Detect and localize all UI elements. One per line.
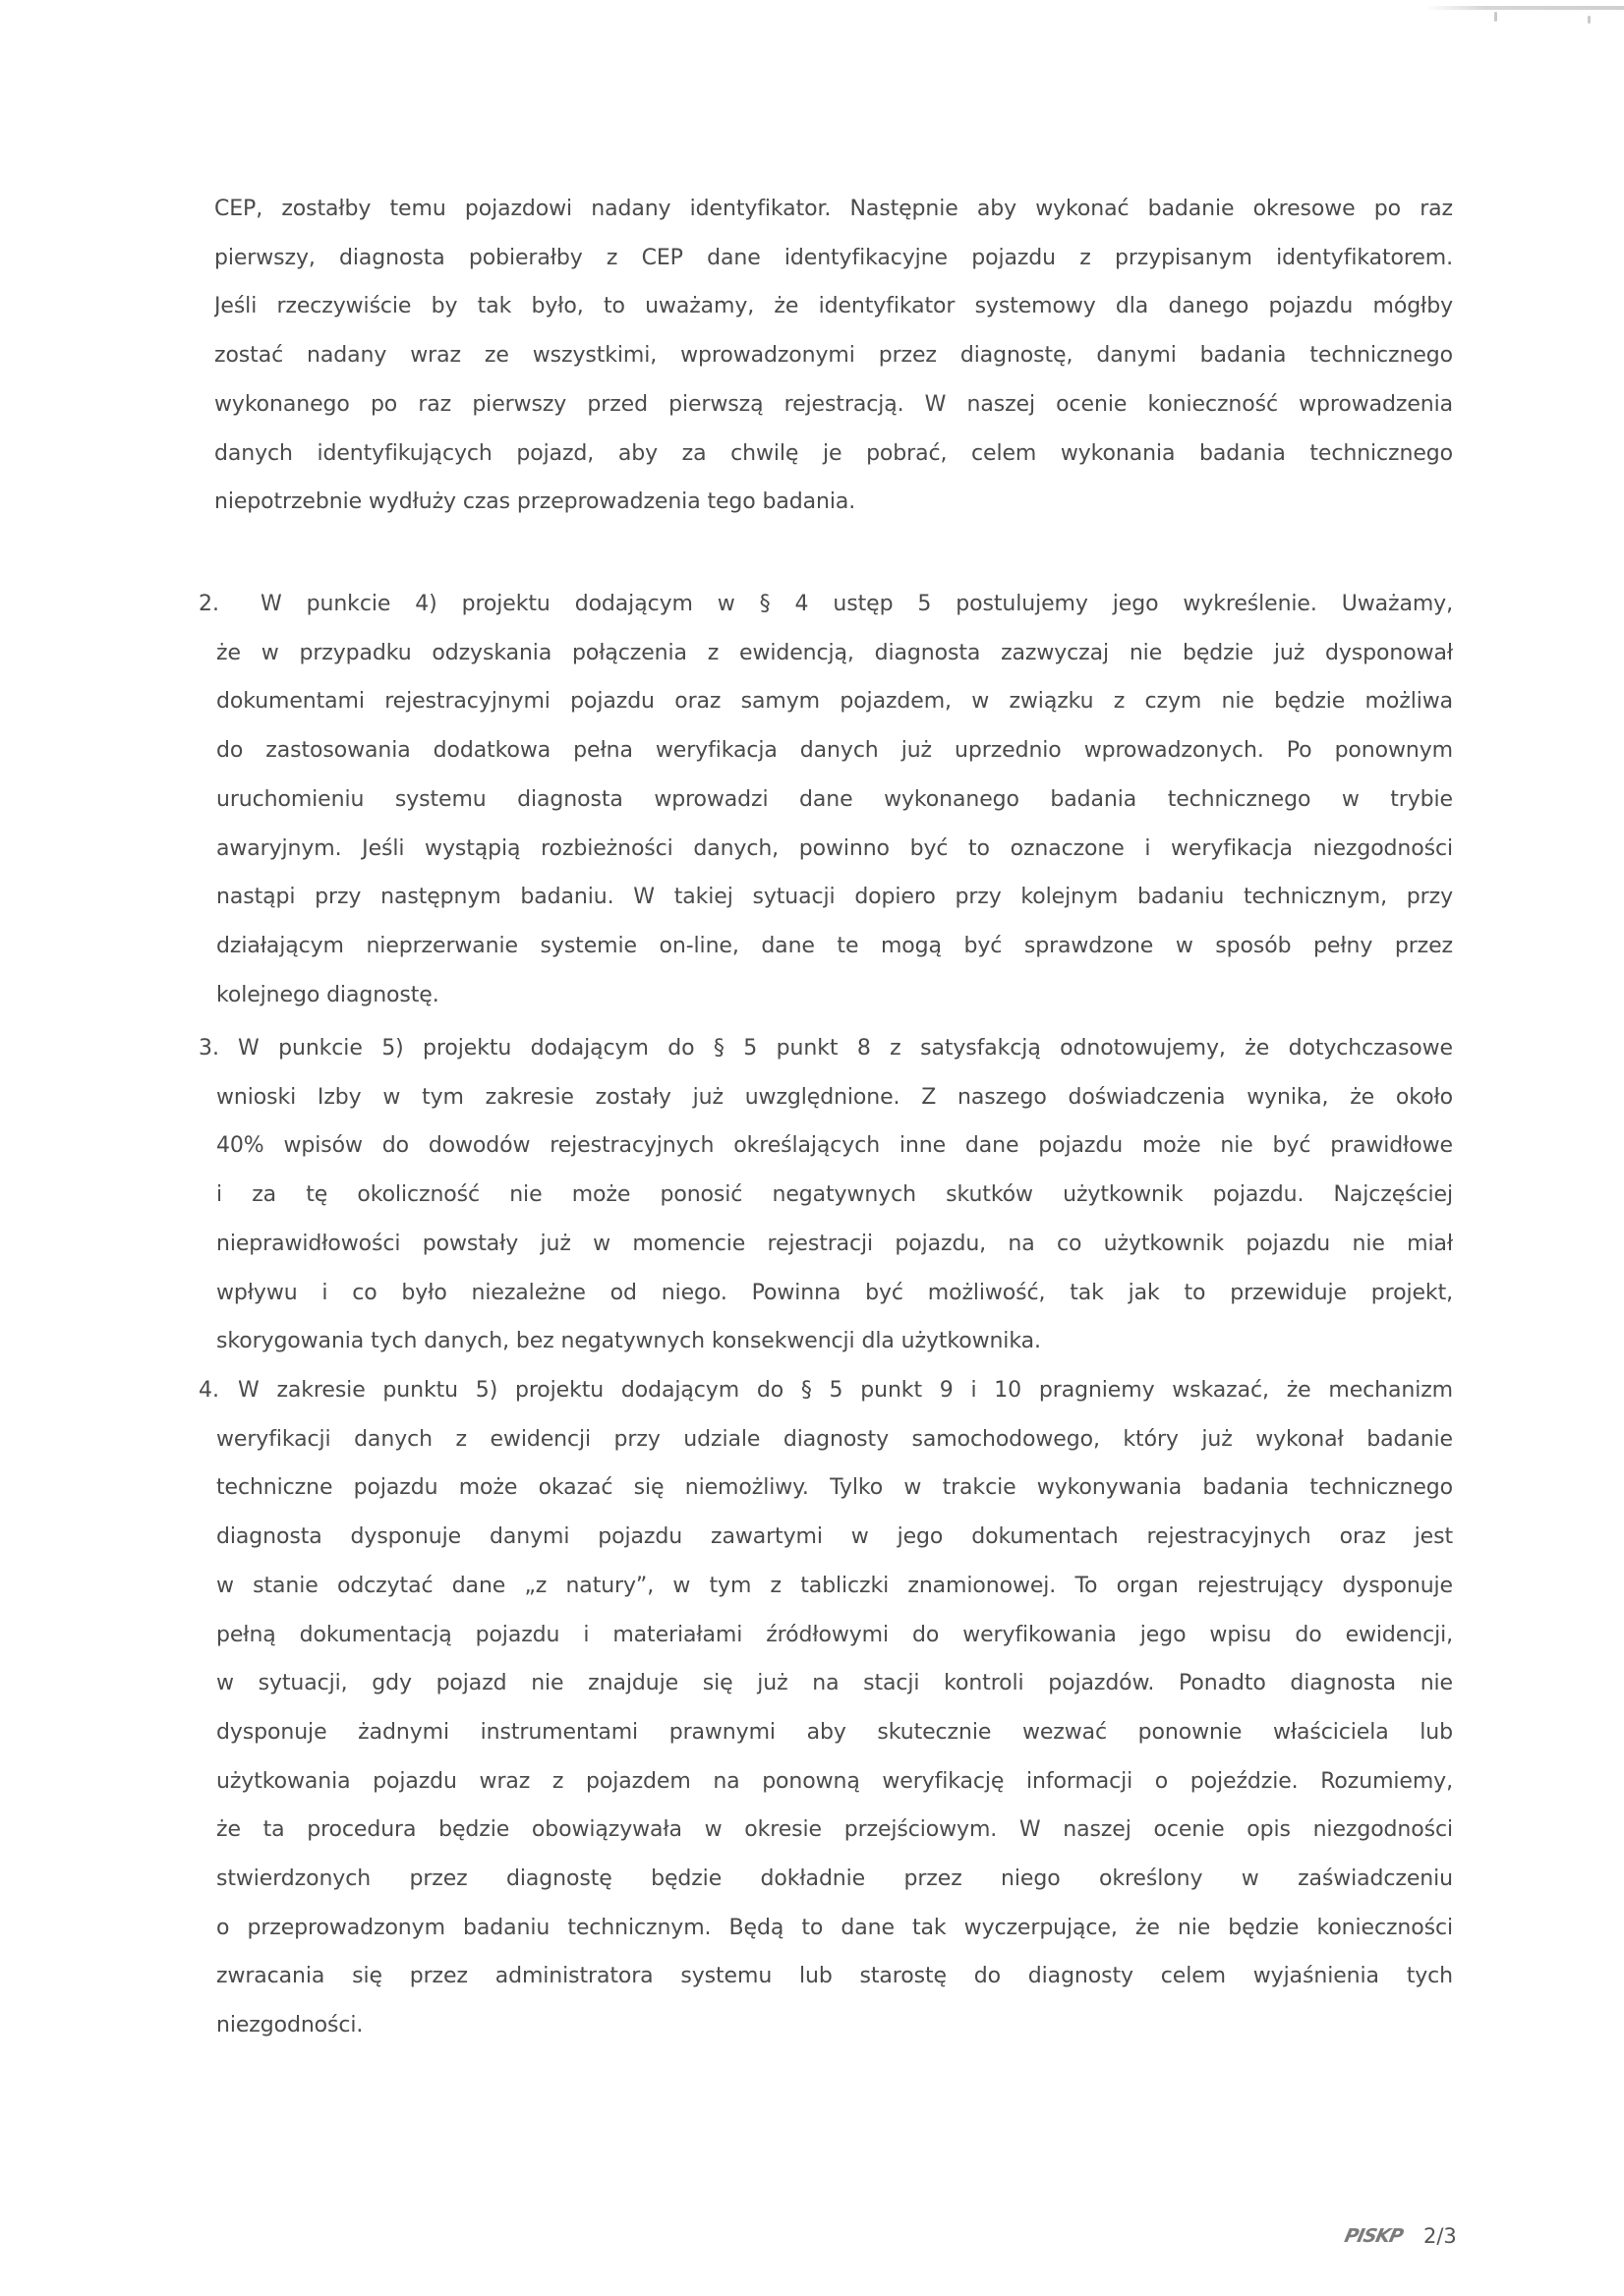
item-line: 40% wpisów do dowodów rejestracyjnych określających inne dane pojazdu może nie być prawidłowe — [216, 1133, 1453, 1159]
item-line: i za tę okoliczność nie może ponosić negatywnych skutków użytkownik pojazdu. Najczęściej — [216, 1182, 1453, 1208]
item-line: stwierdzonych przez diagnostę będzie dokładnie przez niego określony w zaświadczeniu — [216, 1866, 1453, 1891]
item-line: wnioski Izby w tym zakresie zostały już uwzględnione. Z naszego doświadczenia wynika, że około — [216, 1084, 1453, 1110]
scan-artifact — [1588, 16, 1591, 24]
item-line: do zastosowania dodatkowa pełna weryfikacja danych już uprzednio wprowadzonych. Po ponownym — [216, 738, 1453, 764]
paragraph-line: wykonanego po raz pierwszy przed pierwszą rejestracją. W naszej ocenie konieczność wprowadzenia — [214, 391, 1453, 417]
item-line: W punkcie 5) projektu dodającym do § 5 punkt 8 z satysfakcją odnotowujemy, że dotychczasowe — [238, 1036, 1453, 1061]
item-line: że w przypadku odzyskania połączenia z ewidencją, diagnosta zazwyczaj nie będzie już dysponował — [216, 640, 1453, 665]
item-line: o przeprowadzonym badaniu technicznym. Będą to dane tak wyczerpujące, że nie będzie konieczności — [216, 1915, 1453, 1940]
paragraph-line: Jeśli rzeczywiście by tak było, to uważamy, że identyfikator systemowy dla danego pojazdu mógłby — [214, 294, 1453, 319]
item-line: dysponuje żadnymi instrumentami prawnymi aby skutecznie wezwać ponownie właściciela lub — [216, 1719, 1453, 1745]
item-line: w stanie odczytać dane „z natury”, w tym z tabliczki znamionowej. To organ rejestrujący dysponuje — [216, 1573, 1453, 1598]
item-line: wpływu i co było niezależne od niego. Powinna być możliwość, tak jak to przewiduje projekt, — [216, 1280, 1453, 1305]
item-number: 3. — [199, 1036, 219, 1061]
item-line: diagnosta dysponuje danymi pojazdu zawartymi w jego dokumentach rejestracyjnych oraz jest — [216, 1524, 1453, 1550]
item-line: weryfikacji danych z ewidencji przy udziale diagnosty samochodowego, który już wykonał badanie — [216, 1426, 1453, 1452]
item-line: skorygowania tych danych, bez negatywnych konsekwencji dla użytkownika. — [216, 1329, 1041, 1354]
item-line: uruchomieniu systemu diagnosta wprowadzi dane wykonanego badania technicznego w trybie — [216, 786, 1453, 812]
paragraph-line: CEP, zostałby temu pojazdowi nadany identyfikator. Następnie aby wykonać badanie okresowe po raz — [214, 197, 1453, 221]
page-number: 2/3 — [1423, 2224, 1457, 2248]
item-line: dokumentami rejestracyjnymi pojazdu oraz samym pojazdem, w związku z czym nie będzie możliwa — [216, 689, 1453, 715]
item-line: w sytuacji, gdy pojazd nie znajduje się już na stacji kontroli pojazdów. Ponadto diagnosta nie — [216, 1671, 1453, 1696]
item-line: awaryjnym. Jeśli wystąpią rozbieżności danych, powinno być to oznaczone i weryfikacja niezgodności — [216, 835, 1453, 861]
item-line: nieprawidłowości powstały już w momencie rejestracji pojazdu, na co użytkownik pojazdu nie miał — [216, 1231, 1453, 1256]
item-line: niezgodności. — [216, 2013, 364, 2038]
item-number: 4. — [199, 1378, 219, 1403]
item-line: pełną dokumentacją pojazdu i materiałami źródłowymi do weryfikowania jego wpisu do ewidencji, — [216, 1622, 1453, 1647]
scan-artifact — [1425, 6, 1624, 10]
item-line: nastąpi przy następnym badaniu. W takiej sytuacji dopiero przy kolejnym badaniu technicznym, przy — [216, 885, 1453, 910]
paragraph-line: niepotrzebnie wydłuży czas przeprowadzenia tego badania. — [214, 489, 856, 515]
item-line: kolejnego diagnostę. — [216, 982, 439, 1007]
paragraph-line: pierwszy, diagnosta pobierałby z CEP dane identyfikacyjne pojazdu z przypisanym identyfikatorem. — [214, 245, 1453, 270]
item-line: techniczne pojazdu może okazać się niemożliwy. Tylko w trakcie wykonywania badania technicznego — [216, 1475, 1453, 1501]
paragraph-line: zostać nadany wraz ze wszystkimi, wprowadzonymi przez diagnostę, danymi badania technicznego — [214, 343, 1453, 369]
item-line: użytkowania pojazdu wraz z pojazdem na ponowną weryfikację informacji o pojeździe. Rozumiemy, — [216, 1768, 1453, 1794]
item-number: 2. — [199, 592, 219, 616]
item-line: W zakresie punktu 5) projektu dodającym do § 5 punkt 9 i 10 pragniemy wskazać, że mechanizm — [238, 1378, 1453, 1403]
piskp-logo: PISKP — [1342, 2225, 1405, 2247]
item-line: zwracania się przez administratora systemu lub starostę do diagnosty celem wyjaśnienia tych — [216, 1964, 1453, 1989]
item-line: działającym nieprzerwanie systemie on-line, dane te mogą być sprawdzone w sposób pełny przez — [216, 933, 1453, 958]
item-line: W punkcie 4) projektu dodającym w § 4 ustęp 5 postulujemy jego wykreślenie. Uważamy, — [261, 592, 1453, 616]
scan-artifact — [1494, 12, 1497, 22]
paragraph-line: danych identyfikujących pojazd, aby za chwilę je pobrać, celem wykonania badania technicznego — [214, 440, 1453, 466]
item-line: że ta procedura będzie obowiązywała w okresie przejściowym. W naszej ocenie opis niezgodności — [216, 1817, 1453, 1843]
